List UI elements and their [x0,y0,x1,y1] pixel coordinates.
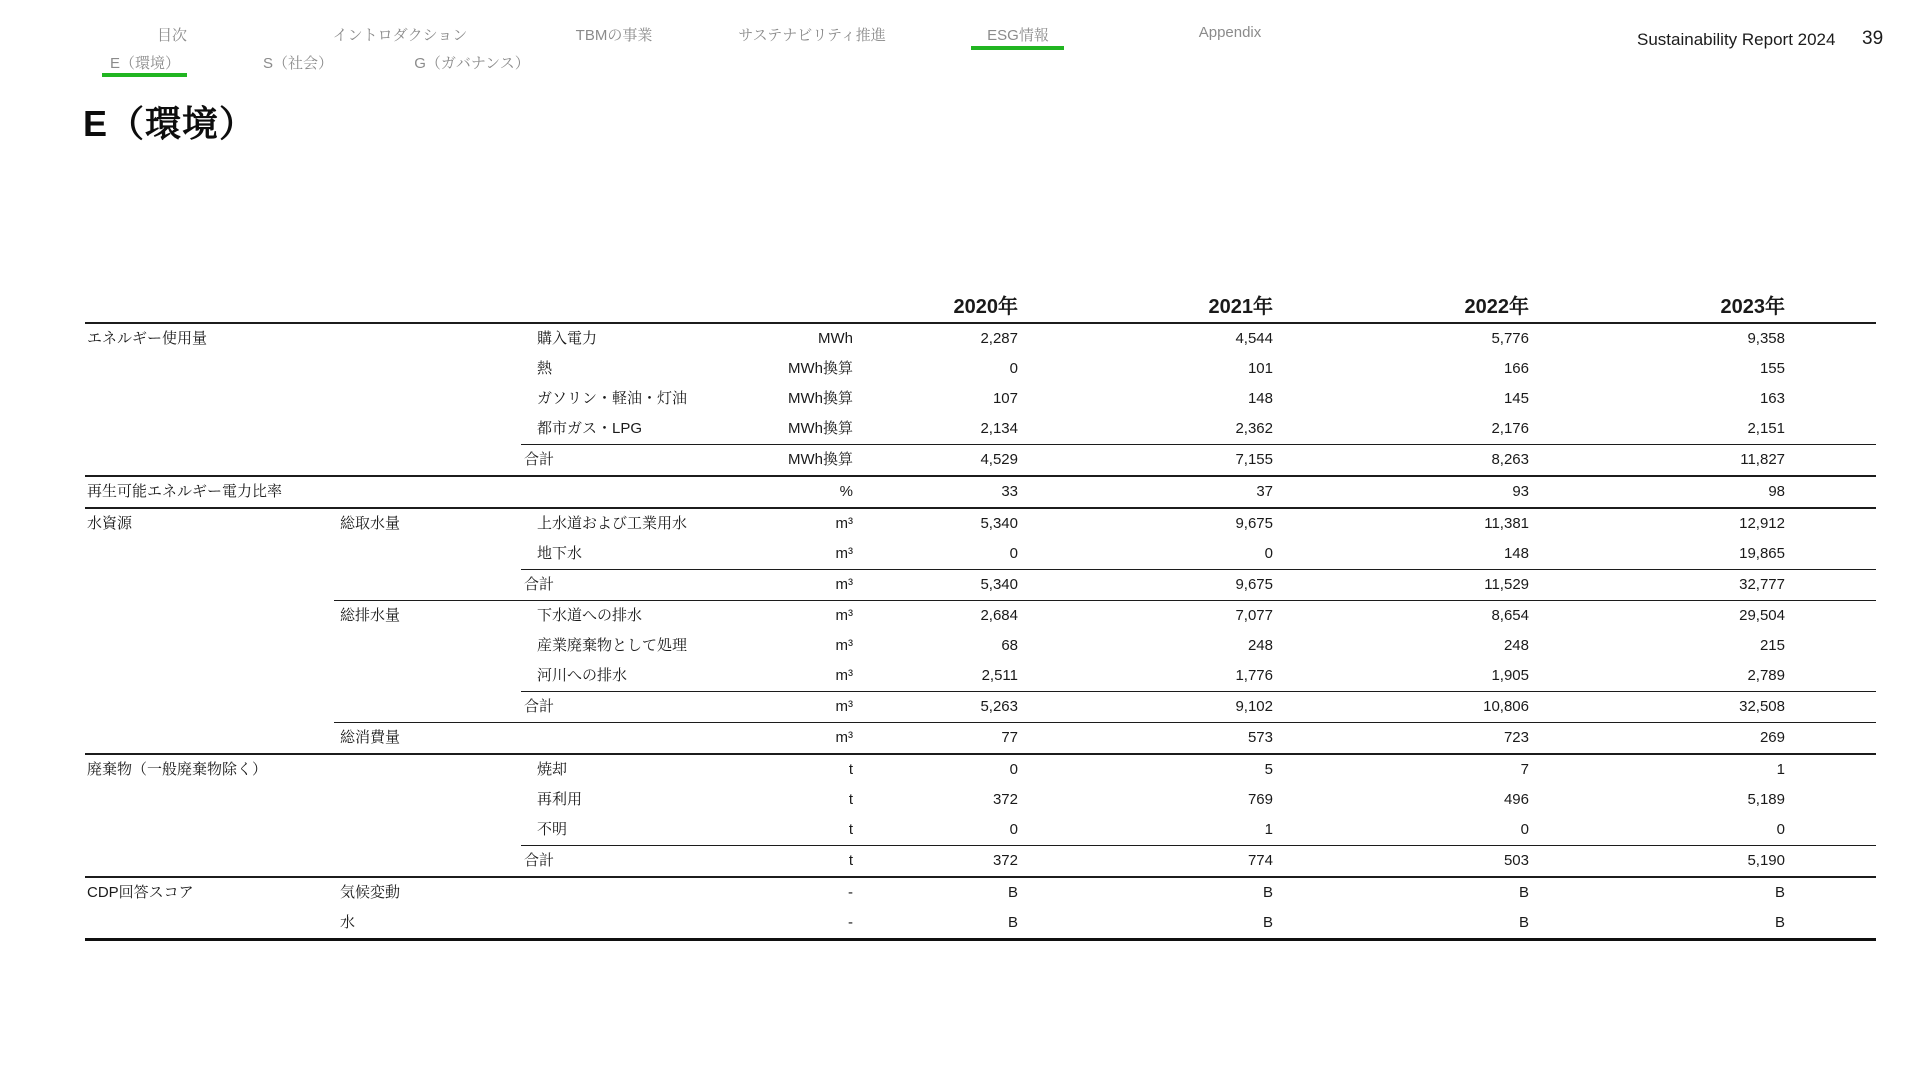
cell-spacer [1786,323,1876,354]
cell-value-2022年: B [1274,877,1530,908]
cell-item: 下水道への排水 [521,601,731,632]
cell-spacer [1786,570,1876,601]
esg-active-underline [971,46,1064,50]
nav-item-appendix[interactable]: Appendix [1198,24,1262,41]
cell-value-2022年: 1,905 [1491,667,1529,684]
cell-spacer [1786,414,1876,445]
cell-subcategory [334,631,521,661]
cell-item: 熱 [537,360,553,377]
cell-item: 産業廃棄物として処理 [537,637,688,654]
table-row [85,601,1876,632]
cell-category: CDP回答スコア [85,877,334,908]
cell-spacer [1786,908,1876,940]
cell-value-2023年: 5,190 [1530,846,1786,878]
cell-value-2023年: 0 [1776,821,1785,838]
cell-unit: m³ [731,692,855,723]
cell-value-2020年: 33 [855,476,1019,508]
cell-unit: m³ [835,637,853,654]
cell-spacer [1786,846,1876,878]
cell-category [85,601,334,632]
cell-item: 合計 [521,570,731,601]
cell-value-2021年: 1,776 [1235,667,1273,684]
cell-value-2023年: 12,912 [1530,508,1786,539]
table-row [85,908,1876,940]
cell-unit: MWh換算 [731,445,855,477]
cell-value-2022年: 0 [1520,821,1529,838]
table-row [85,692,1876,723]
cell-subcategory [334,539,521,570]
cell-category [85,723,334,755]
cell-unit: MWh [818,330,853,347]
cell-item: 都市ガス・LPG [537,420,643,437]
year-header-row [85,292,1876,323]
cell-spacer [1786,754,1876,785]
cell-subcategory [334,754,521,785]
table-row [85,414,1876,445]
cell-item: 合計 [521,846,731,878]
cell-value-2023年: 32,508 [1530,692,1786,723]
cell-subcategory [334,661,521,692]
table-row [85,508,1876,539]
cell-unit: - [731,877,855,908]
cell-value-2021年: 101 [1247,360,1273,377]
cell-category [85,815,334,846]
cell-value-2020年: B [855,908,1019,940]
table-row [85,476,1876,508]
cell-value-2021年: 1 [1264,821,1273,838]
cell-value-2021年: B [1019,908,1274,940]
cell-subcategory: 水 [334,908,521,940]
cell-value-2022年: 5,776 [1491,330,1529,347]
cell-item [521,723,731,755]
year-header-2021: 2021年 [1019,292,1274,323]
cell-unit: m³ [731,601,855,632]
cell-value-2022年: 10,806 [1274,692,1530,723]
cell-value-2023年: 155 [1759,360,1785,377]
cell-item [521,476,731,508]
cell-value-2020年: 68 [1001,637,1018,654]
cell-value-2021年: 7,155 [1019,445,1274,477]
cell-spacer [1786,815,1876,846]
cell-item [521,877,731,908]
cell-value-2023年: 19,865 [1739,545,1785,562]
cell-value-2021年: 9,102 [1019,692,1274,723]
cell-value-2022年: 148 [1503,545,1529,562]
cell-value-2022年: 7 [1274,754,1530,785]
cell-category: エネルギー使用量 [87,330,208,347]
cell-subcategory [334,445,521,477]
cell-subcategory [334,570,521,601]
cell-category [85,354,334,384]
environment-active-underline [102,73,187,77]
header-spacer-subcategory [334,292,521,323]
table-row [85,445,1876,477]
cell-value-2022年: 93 [1274,476,1530,508]
cell-value-2021年: 248 [1247,637,1273,654]
cell-spacer [1786,877,1876,908]
cell-value-2022年: 8,654 [1274,601,1530,632]
cell-unit: t [731,846,855,878]
cell-subcategory [334,692,521,723]
cell-value-2023年: 5,189 [1747,791,1785,808]
page-title: E（環境） [83,103,257,144]
nav-subitem-environment[interactable]: E（環境） [109,55,181,72]
cell-item: 地下水 [537,545,583,562]
cell-value-2020年: 107 [992,390,1018,407]
cell-unit: t [848,791,853,808]
table-row [85,815,1876,846]
cell-unit: m³ [835,667,853,684]
table-row [85,354,1876,384]
cell-subcategory [334,384,521,414]
cell-unit: % [731,476,855,508]
cell-spacer [1786,785,1876,815]
cell-value-2021年: 9,675 [1019,508,1274,539]
cell-subcategory: 気候変動 [334,877,521,908]
cell-value-2023年: 2,789 [1747,667,1785,684]
report-title-label: Sustainability Report 2024 [1637,30,1836,49]
cell-category [85,570,334,601]
cell-value-2022年: B [1274,908,1530,940]
cell-spacer [1786,445,1876,477]
cell-value-2022年: 11,381 [1274,508,1530,539]
cell-value-2022年: 8,263 [1274,445,1530,477]
cell-value-2022年: 248 [1503,637,1529,654]
cell-unit: m³ [731,570,855,601]
cell-item: 上水道および工業用水 [521,508,731,539]
cell-category [85,539,334,570]
nav-item-introduction[interactable]: イントロダクション [332,27,468,44]
table-row [85,570,1876,601]
cell-value-2023年: B [1530,877,1786,908]
cell-unit: t [731,754,855,785]
cell-value-2020年: B [855,877,1019,908]
cell-unit: m³ [835,545,853,562]
table-row [85,754,1876,785]
cell-value-2020年: 77 [855,723,1019,755]
cell-value-2020年: 0 [1009,360,1018,377]
header-spacer-item [521,292,731,323]
cell-item: 再利用 [537,791,583,808]
page-number: 39 [1862,28,1884,49]
header-spacer-unit [731,292,855,323]
cell-subcategory [334,815,521,846]
cell-value-2021年: 9,675 [1019,570,1274,601]
header-spacer-category [85,292,334,323]
cell-value-2020年: 5,263 [855,692,1019,723]
cell-value-2022年: 11,529 [1274,570,1530,601]
cell-unit: MWh換算 [788,390,853,407]
cell-value-2020年: 2,287 [980,330,1018,347]
cell-value-2023年: 1 [1530,754,1786,785]
cell-spacer [1786,601,1876,632]
table-row [85,323,1876,354]
cell-value-2020年: 0 [1009,821,1018,838]
cell-value-2021年: 7,077 [1019,601,1274,632]
cell-value-2023年: 11,827 [1530,445,1786,477]
cell-value-2022年: 503 [1274,846,1530,878]
cell-value-2020年: 372 [855,846,1019,878]
nav-item-sustainability[interactable]: サステナビリティ推進 [738,27,886,44]
cell-value-2021年: 148 [1247,390,1273,407]
cell-value-2022年: 723 [1274,723,1530,755]
cell-category: 廃棄物（一般廃棄物除く） [85,754,334,785]
cell-item: 合計 [521,692,731,723]
cell-value-2023年: 215 [1759,637,1785,654]
cell-unit: t [848,821,853,838]
header-spacer-right [1786,292,1876,323]
cell-value-2020年: 2,134 [980,420,1018,437]
cell-value-2020年: 5,340 [855,508,1019,539]
cell-value-2021年: 573 [1019,723,1274,755]
cell-subcategory: 総消費量 [334,723,521,755]
cell-category [85,384,334,414]
table-row [85,785,1876,815]
cell-value-2023年: 163 [1759,390,1785,407]
nav-subitem-governance[interactable]: G（ガバナンス） [414,55,530,72]
cell-item: 河川への排水 [537,667,628,684]
environment-data-table [85,292,1876,941]
cell-item: 購入電力 [537,330,598,347]
year-header-2020: 2020年 [855,292,1019,323]
cell-unit: - [731,908,855,940]
cell-value-2023年: 29,504 [1530,601,1786,632]
table-row [85,631,1876,661]
cell-unit: m³ [731,723,855,755]
cell-spacer [1786,692,1876,723]
cell-spacer [1786,723,1876,755]
cell-spacer [1786,476,1876,508]
cell-subcategory: 総排水量 [334,601,521,632]
cell-item: 不明 [537,821,568,838]
table-row [85,846,1876,878]
cell-category [85,692,334,723]
cell-category [85,908,334,940]
cell-spacer [1786,539,1876,570]
cell-item: ガソリン・軽油・灯油 [537,390,688,407]
cell-value-2021年: 0 [1264,545,1273,562]
cell-value-2020年: 2,511 [981,667,1018,684]
cell-value-2022年: 145 [1503,390,1529,407]
cell-subcategory [334,414,521,445]
cell-value-2021年: 769 [1247,791,1273,808]
cell-subcategory [334,354,521,384]
cell-value-2020年: 0 [1009,545,1018,562]
cell-category: 水資源 [85,508,334,539]
cell-spacer [1786,354,1876,384]
table-row [85,661,1876,692]
cell-unit: MWh換算 [788,420,853,437]
cell-category [85,661,334,692]
cell-value-2020年: 5,340 [855,570,1019,601]
cell-value-2023年: 269 [1530,723,1786,755]
cell-subcategory: 総取水量 [334,508,521,539]
cell-category: 再生可能エネルギー電力比率 [85,476,334,508]
cell-value-2022年: 496 [1503,791,1529,808]
cell-value-2020年: 0 [855,754,1019,785]
cell-category [85,414,334,445]
nav-subitem-social[interactable]: S（社会） [262,55,334,72]
cell-value-2023年: 9,358 [1747,330,1785,347]
nav-item-esg-info[interactable]: ESG情報 [987,27,1049,44]
cell-value-2021年: B [1019,877,1274,908]
table-row [85,877,1876,908]
table-row [85,384,1876,414]
cell-value-2022年: 2,176 [1491,420,1529,437]
cell-value-2023年: 2,151 [1747,420,1785,437]
nav-item-tbm-business[interactable]: TBMの事業 [575,27,653,44]
cell-value-2022年: 166 [1503,360,1529,377]
cell-value-2021年: 5 [1019,754,1274,785]
cell-value-2021年: 774 [1019,846,1274,878]
cell-spacer [1786,661,1876,692]
cell-value-2023年: 98 [1530,476,1786,508]
cell-category [85,785,334,815]
cell-spacer [1786,631,1876,661]
cell-value-2021年: 4,544 [1235,330,1273,347]
cell-spacer [1786,384,1876,414]
cell-unit: MWh換算 [788,360,853,377]
nav-item-contents[interactable]: 目次 [156,27,188,44]
cell-subcategory [334,323,521,354]
cell-value-2020年: 2,684 [855,601,1019,632]
cell-item [521,908,731,940]
cell-subcategory [334,476,521,508]
year-header-2022: 2022年 [1274,292,1530,323]
cell-value-2021年: 37 [1019,476,1274,508]
cell-item: 焼却 [521,754,731,785]
cell-value-2023年: 32,777 [1530,570,1786,601]
cell-value-2023年: B [1530,908,1786,940]
cell-category [85,846,334,878]
cell-value-2020年: 372 [992,791,1018,808]
cell-subcategory [334,785,521,815]
cell-item: 合計 [521,445,731,477]
year-header-2023: 2023年 [1530,292,1786,323]
cell-unit: m³ [731,508,855,539]
table-row [85,539,1876,570]
cell-spacer [1786,508,1876,539]
cell-value-2021年: 2,362 [1235,420,1273,437]
cell-value-2020年: 4,529 [855,445,1019,477]
table-row [85,723,1876,755]
cell-category [85,445,334,477]
cell-category [85,631,334,661]
cell-subcategory [334,846,521,878]
